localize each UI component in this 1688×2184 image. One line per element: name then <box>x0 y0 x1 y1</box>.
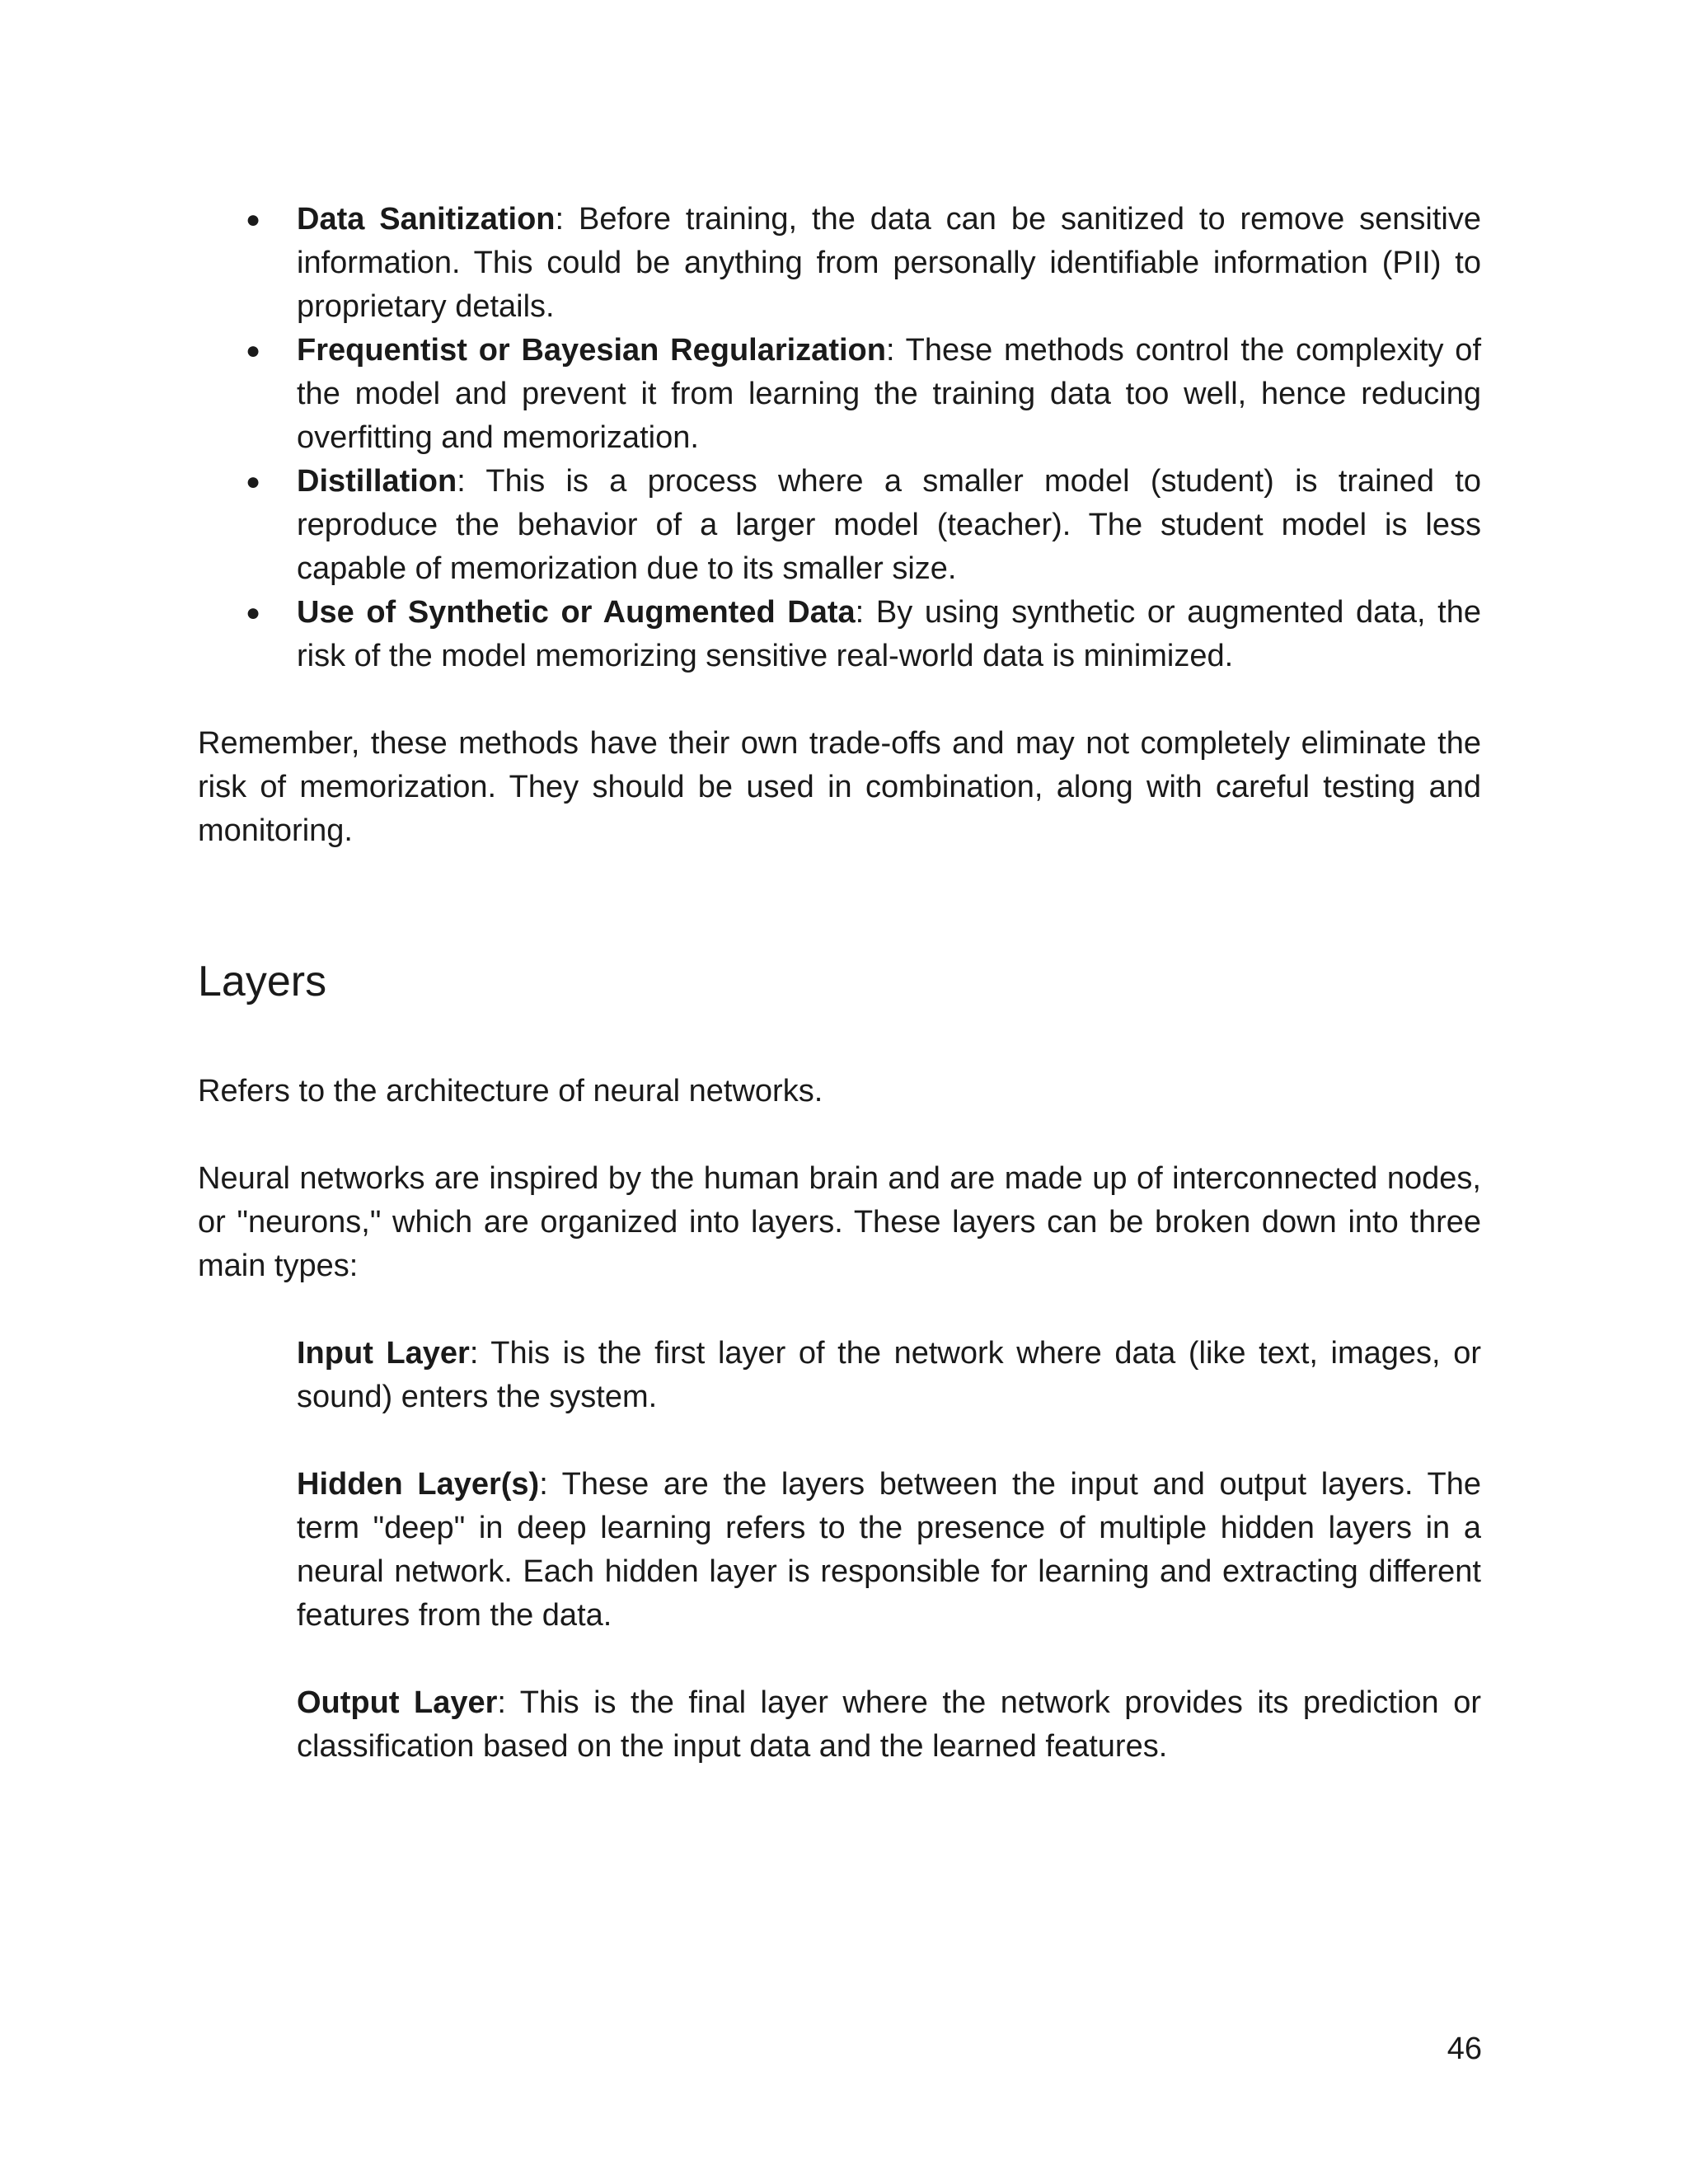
layer-term: Input Layer <box>297 1336 470 1371</box>
section-description: Neural networks are inspired by the human brain and are made up of interconnected nodes, or "neurons," which are organized into layers. These layers can be broken down into three main types: <box>198 1161 1481 1283</box>
list-item <box>198 460 1481 591</box>
layer-type-hidden <box>198 1463 1481 1638</box>
document-page <box>198 198 1481 1769</box>
layer-text: : These are the layers between the input and output layers. The term "deep" in deep learning refers to the presence of multiple hidden layers in a neural network. Each hidden layer is responsible for learning and extracting different features from the data. <box>297 1467 1481 1633</box>
bullet-list <box>198 198 1481 678</box>
bullet-term: Distillation <box>297 464 457 499</box>
bullet-icon: ● <box>246 468 261 495</box>
layer-term: Output Layer <box>297 1685 498 1720</box>
bullet-term: Use of Synthetic or Augmented Data <box>297 595 856 630</box>
layer-text: : This is the first layer of the network where data (like text, images, or sound) enters the system. <box>297 1336 1481 1414</box>
section-heading: Layers <box>198 958 327 1005</box>
remember-paragraph: Remember, these methods have their own trade-offs and may not completely eliminate the risk of memorization. They should be used in combination, along with careful testing and monitoring. <box>198 726 1481 848</box>
list-item <box>198 198 1481 329</box>
bullet-icon: ● <box>246 599 261 626</box>
bullet-text: : This is a process where a smaller model (student) is trained to reproduce the behavior of a larger model (teacher). The student model is less capable of memorization due to its smaller size. <box>297 464 1481 586</box>
section-intro: Refers to the architecture of neural networks. <box>198 1074 823 1108</box>
bullet-term: Data Sanitization <box>297 202 556 237</box>
layer-term: Hidden Layer(s) <box>297 1467 540 1502</box>
bullet-icon: ● <box>246 206 261 233</box>
layer-type-output <box>198 1681 1481 1769</box>
bullet-text: : Before training, the data can be sanitized to remove sensitive information. This could be anything from personally identifiable information (PII) to proprietary details. <box>297 202 1482 324</box>
list-item <box>198 329 1481 460</box>
bullet-text: : By using synthetic or augmented data, the risk of the model memorizing sensitive real-world data is minimized. <box>297 595 1481 673</box>
layer-type-input <box>198 1332 1481 1419</box>
bullet-icon: ● <box>246 337 261 364</box>
bullet-term: Frequentist or Bayesian Regularization <box>297 333 886 368</box>
list-item <box>198 591 1481 678</box>
layer-text: : This is the final layer where the network provides its prediction or classification based on the input data and the learned features. <box>297 1685 1481 1764</box>
page-number: 46 <box>1447 2032 1482 2066</box>
bullet-text: : These methods control the complexity of the model and prevent it from learning the training data too well, hence reducing overfitting and memorization. <box>297 333 1482 455</box>
